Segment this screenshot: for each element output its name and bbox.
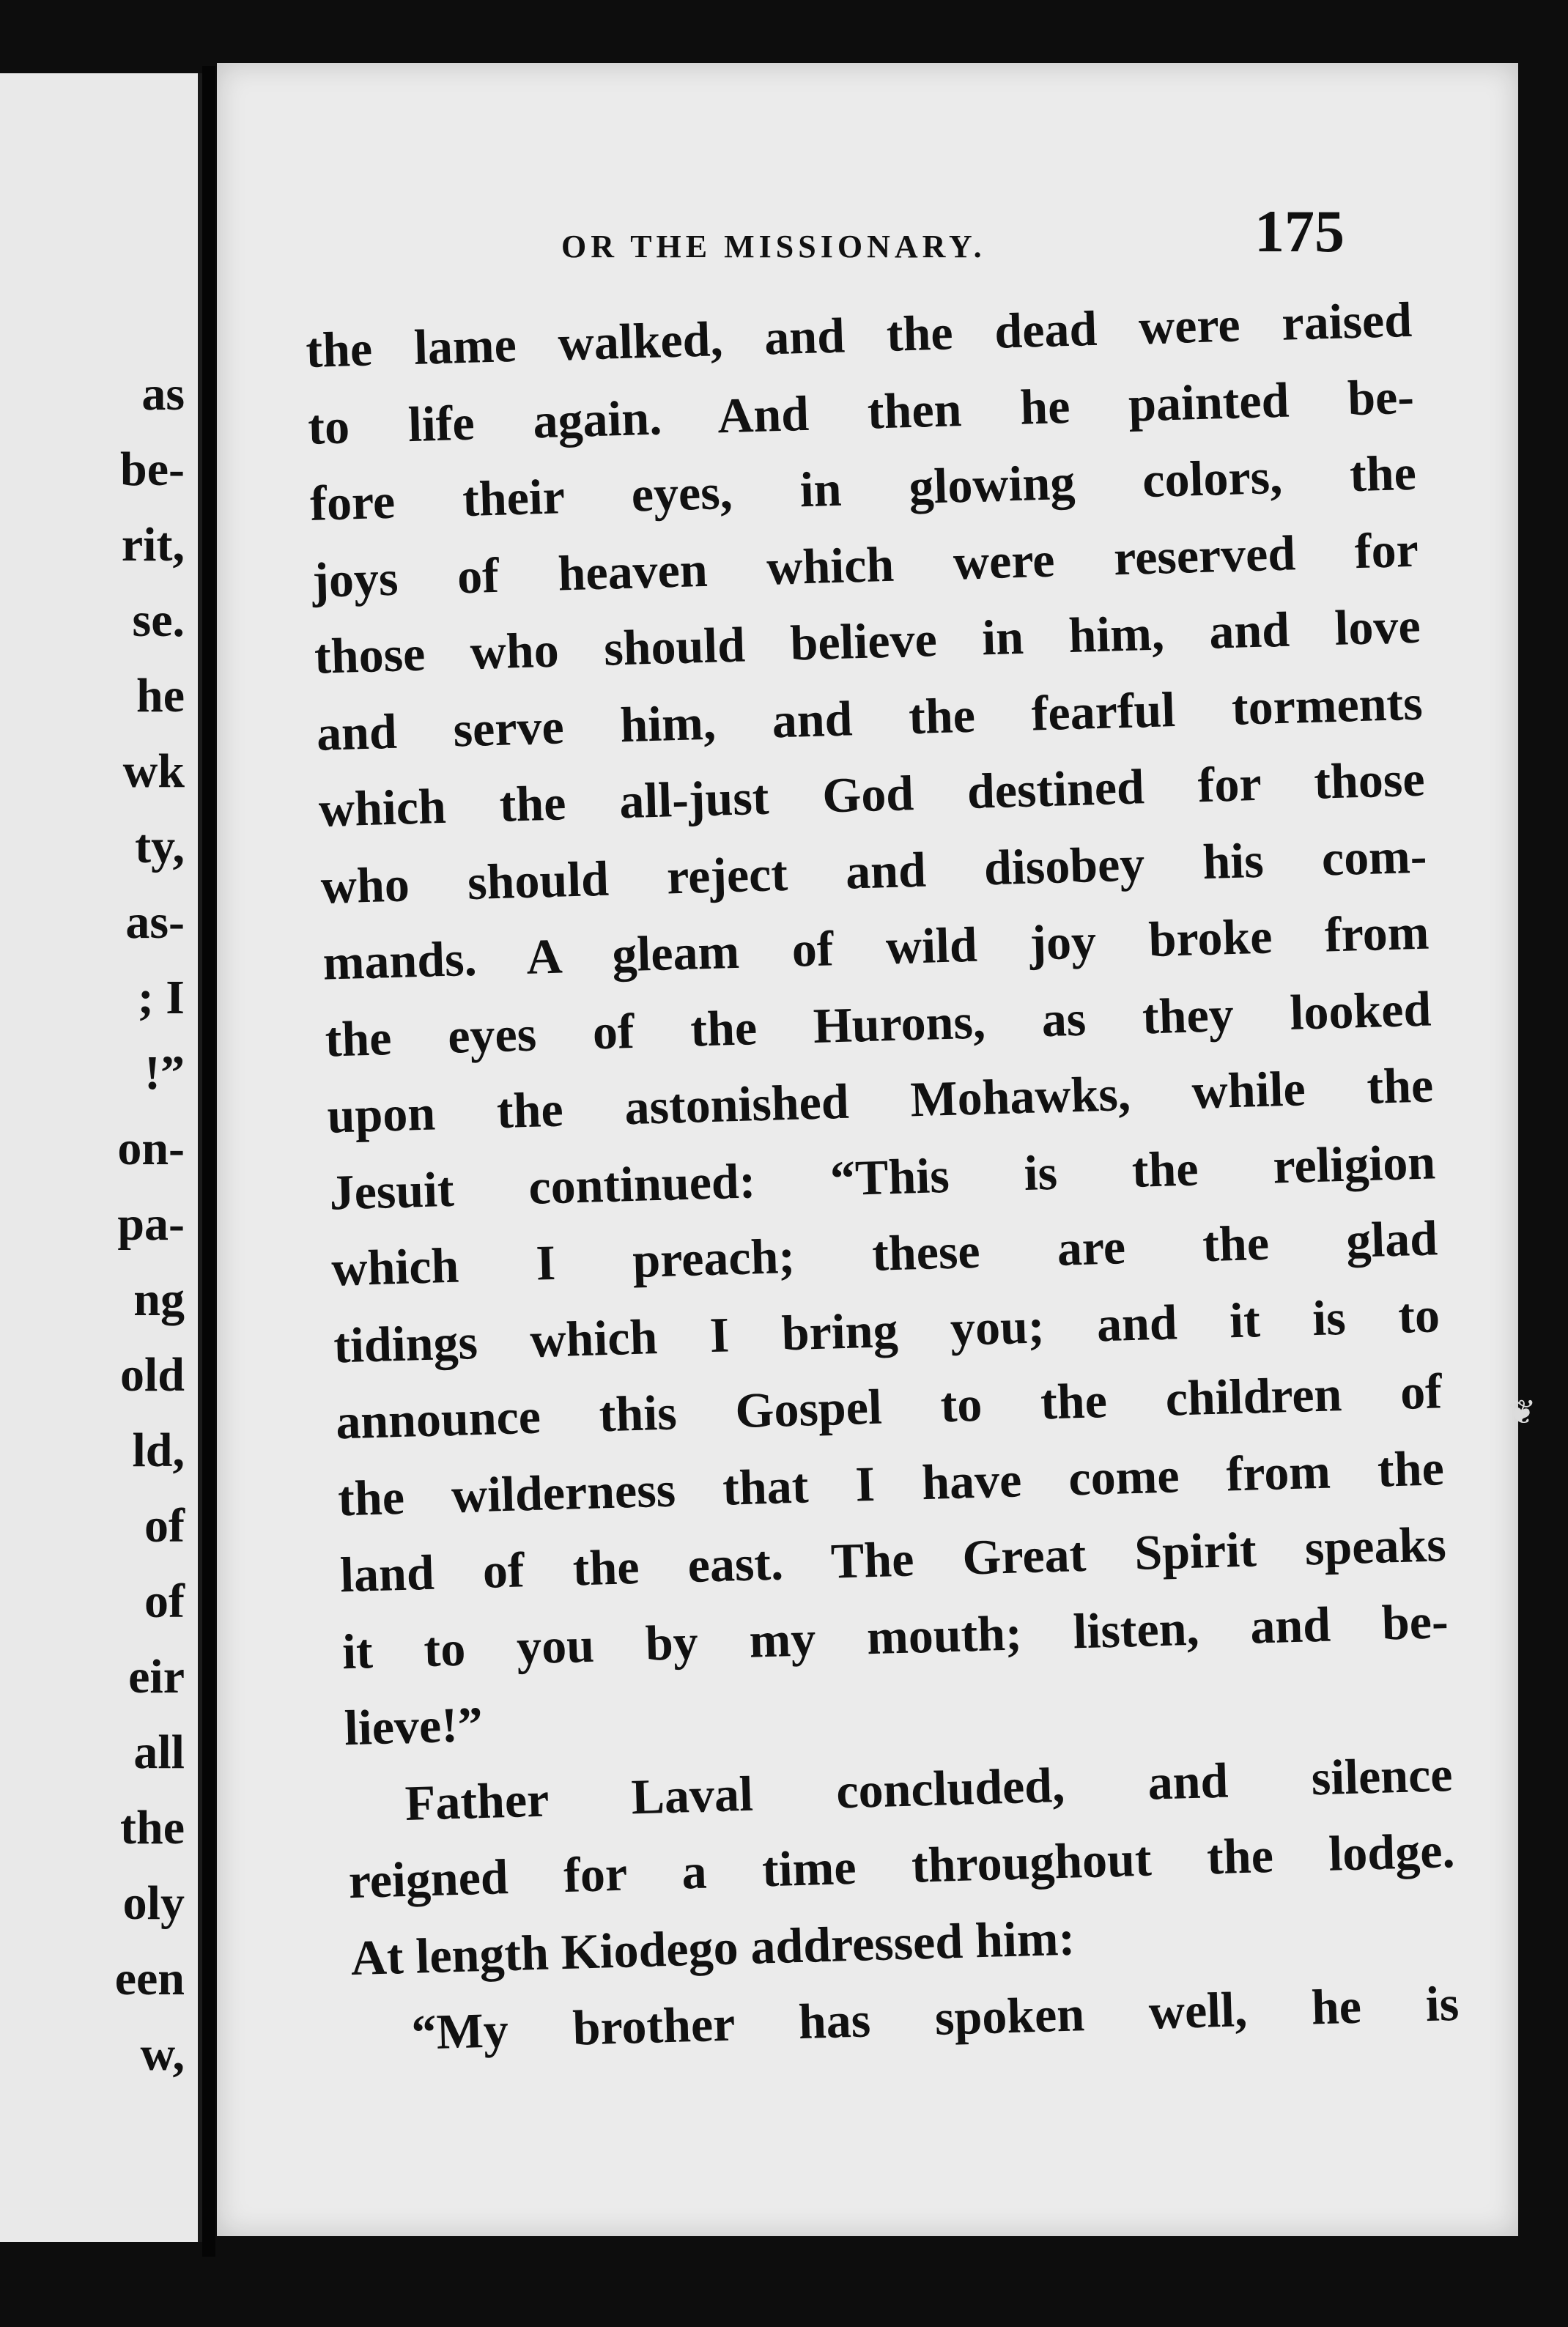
facing-page-line: as xyxy=(141,367,185,421)
text-line: lieve!” xyxy=(343,1695,484,1756)
scan-artifact-mark: ❦ xyxy=(1508,1392,1536,1432)
text-line: it to you by my mouth; listen, and be- xyxy=(341,1592,1449,1679)
facing-page-line: as- xyxy=(125,895,185,949)
facing-page-line: old xyxy=(119,1348,185,1402)
book-page xyxy=(217,63,1518,2236)
facing-page-line: ; I xyxy=(137,971,185,1024)
text-line: upon the astonished Mohawks, while the xyxy=(326,1057,1435,1144)
text-line: land of the east. The Great Spirit speaks xyxy=(339,1516,1447,1603)
facing-page-line: all xyxy=(133,1725,185,1779)
facing-page-line: of xyxy=(144,1575,185,1628)
facing-page-line: ld, xyxy=(132,1424,185,1477)
text-line: to life again. And then he painted be- xyxy=(307,368,1415,455)
facing-page-line: pa- xyxy=(117,1197,185,1251)
facing-page-line: rit, xyxy=(121,518,185,571)
text-line: mands. A gleam of wild joy broke from xyxy=(322,903,1430,991)
facing-page-line: be- xyxy=(120,443,185,496)
text-line: joys of heaven which were reserved for xyxy=(311,521,1419,608)
facing-page-line: oly xyxy=(122,1876,185,1930)
text-line: those who should believe in him, and love xyxy=(314,597,1421,684)
text-line: the lame walked, and the dead were raised xyxy=(305,291,1413,378)
facing-page-line: the xyxy=(120,1801,185,1854)
facing-page-line: ng xyxy=(133,1273,185,1326)
facing-page-line: ty, xyxy=(135,820,185,873)
text-line: the wilderness that I have come from the xyxy=(337,1439,1445,1526)
facing-page-line: on- xyxy=(117,1122,185,1175)
text-line: At length Kiodego addressed him: xyxy=(350,1909,1076,1986)
facing-page-line: wk xyxy=(122,744,185,798)
facing-page-fragment xyxy=(0,73,202,2242)
body-text xyxy=(305,281,1460,2073)
text-line: tidings which I bring you; and it is to xyxy=(333,1286,1441,1373)
text-line: “My brother has spoken well, he is xyxy=(410,1975,1460,2060)
text-line: fore their eyes, in glowing colors, the xyxy=(309,444,1417,531)
text-line: and serve him, and the fearful torments xyxy=(315,674,1424,761)
facing-page-line: !” xyxy=(144,1046,185,1100)
text-line: Jesuit continued: “This is the religion xyxy=(328,1133,1437,1221)
facing-page-line: eir xyxy=(128,1650,185,1703)
facing-page-line: se. xyxy=(132,593,185,647)
book-gutter xyxy=(202,66,215,2257)
facing-page-line: he xyxy=(136,669,185,722)
text-line: announce this Gospel to the children of xyxy=(335,1363,1443,1450)
text-line: Father Laval concluded, and silence xyxy=(404,1745,1454,1831)
text-line: which I preach; these are the glad xyxy=(330,1210,1438,1297)
running-head: OR THE MISSIONARY. xyxy=(561,229,986,264)
text-line: which the all-just God destined for those xyxy=(317,750,1426,837)
text-line: the eyes of the Hurons, as they looked xyxy=(324,980,1432,1068)
facing-page-line: of xyxy=(144,1499,185,1553)
text-line: who should reject and disobey his com- xyxy=(319,827,1428,914)
facing-page-line: w, xyxy=(140,2027,185,2081)
text-line: reigned for a time throughout the lodge. xyxy=(347,1822,1456,1909)
page-number: 175 xyxy=(1254,198,1345,264)
facing-page-line: een xyxy=(114,1952,185,2005)
